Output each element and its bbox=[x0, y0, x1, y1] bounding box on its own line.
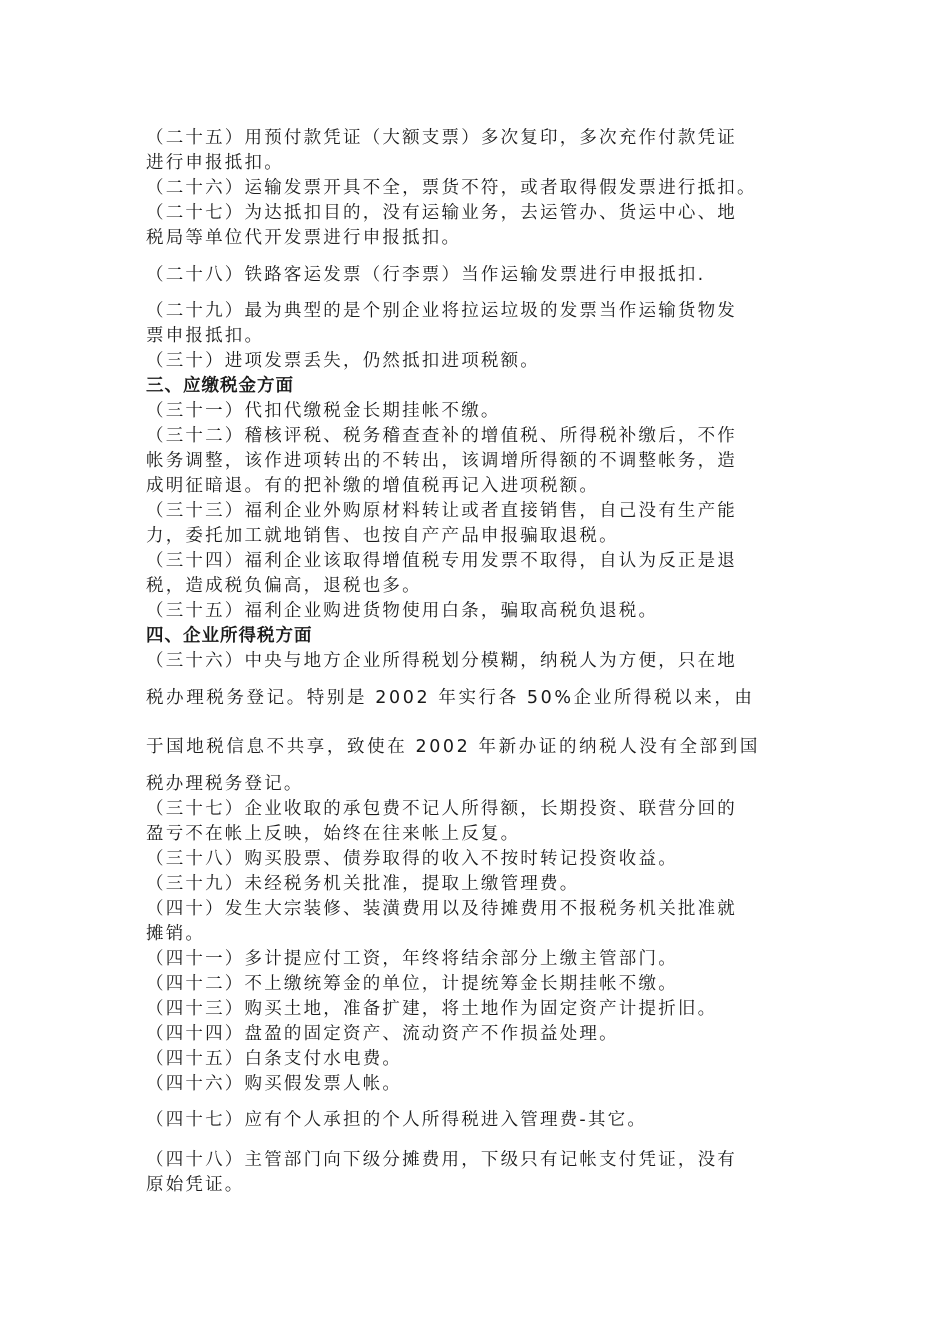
text-line: （三十三）福利企业外购原材料转让或者直接销售，自己没有生产能 bbox=[146, 501, 737, 521]
text-line: （三十四）福利企业该取得增值税专用发票不取得，自认为反正是退 bbox=[146, 551, 737, 571]
text-line: 帐务调整，该作进项转出的不转出，该调增所得额的不调整帐务，造 bbox=[146, 451, 737, 471]
text-line: （四十五）白条支付水电费。 bbox=[146, 1049, 403, 1069]
text-line: （四十七）应有个人承担的个人所得税进入管理费-其它。 bbox=[146, 1110, 648, 1130]
text-line: 税办理税务登记。特别是 2002 年实行各 50%企业所得税以来，由 bbox=[146, 688, 755, 708]
section-heading: 四、企业所得税方面 bbox=[146, 626, 313, 646]
text-line: （四十六）购买假发票人帐。 bbox=[146, 1074, 403, 1094]
text-line: （四十二）不上缴统筹金的单位，计提统筹金长期挂帐不缴。 bbox=[146, 974, 678, 994]
text-line: （二十七）为达抵扣目的，没有运输业务，去运管办、货运中心、地 bbox=[146, 203, 737, 223]
text-line: 于国地税信息不共享，致使在 2002 年新办证的纳税人没有全部到国 bbox=[146, 737, 760, 757]
text-line: 税，造成税负偏高，退税也多。 bbox=[146, 576, 422, 596]
text-line: （三十二）稽核评税、税务稽查查补的增值税、所得税补缴后，不作 bbox=[146, 426, 737, 446]
text-line: （二十八）铁路客运发票（行李票）当作运输发票进行申报抵扣. bbox=[146, 265, 706, 285]
text-line: 摊销。 bbox=[146, 924, 206, 944]
text-line: （三十六）中央与地方企业所得税划分模糊，纳税人为方便，只在地 bbox=[146, 651, 737, 671]
text-line: 力，委托加工就地销售、也按自产产品申报骗取退税。 bbox=[146, 526, 619, 546]
text-line: 原始凭证。 bbox=[146, 1175, 245, 1195]
text-line: 盈亏不在帐上反映，始终在往来帐上反复。 bbox=[146, 824, 521, 844]
text-line: （二十六）运输发票开具不全，票货不符，或者取得假发票进行抵扣。 bbox=[146, 178, 757, 198]
section-heading: 三、应缴税金方面 bbox=[146, 376, 294, 396]
text-line: （四十八）主管部门向下级分摊费用，下级只有记帐支付凭证，没有 bbox=[146, 1150, 737, 1170]
text-line: 票申报抵扣。 bbox=[146, 326, 265, 346]
text-line: （三十七）企业收取的承包费不记人所得额，长期投资、联营分回的 bbox=[146, 799, 737, 819]
text-line: 成明征暗退。有的把补缴的增值税再记入进项税额。 bbox=[146, 476, 600, 496]
text-line: （三十九）未经税务机关批准，提取上缴管理费。 bbox=[146, 874, 580, 894]
text-line: 税局等单位代开发票进行申报抵扣。 bbox=[146, 228, 462, 248]
text-line: 进行申报抵扣。 bbox=[146, 153, 284, 173]
text-line: （四十三）购买土地，准备扩建，将土地作为固定资产计提折旧。 bbox=[146, 999, 718, 1019]
text-line: （四十四）盘盈的固定资产、流动资产不作损益处理。 bbox=[146, 1024, 619, 1044]
text-line: （三十五）福利企业购进货物使用白条，骗取高税负退税。 bbox=[146, 601, 659, 621]
text-line: （四十一）多计提应付工资，年终将结余部分上缴主管部门。 bbox=[146, 949, 678, 969]
text-line: （二十五）用预付款凭证（大额支票）多次复印，多次充作付款凭证 bbox=[146, 128, 737, 148]
text-line: （三十八）购买股票、债券取得的收入不按时转记投资收益。 bbox=[146, 849, 678, 869]
text-line: （三十一）代扣代缴税金长期挂帐不缴。 bbox=[146, 401, 501, 421]
text-line: （四十）发生大宗装修、装潢费用以及待摊费用不报税务机关批准就 bbox=[146, 899, 737, 919]
text-line: （二十九）最为典型的是个别企业将拉运垃圾的发票当作运输货物发 bbox=[146, 301, 737, 321]
text-line: （三十）进项发票丢失，仍然抵扣进项税额。 bbox=[146, 351, 540, 371]
text-line: 税办理税务登记。 bbox=[146, 774, 304, 794]
